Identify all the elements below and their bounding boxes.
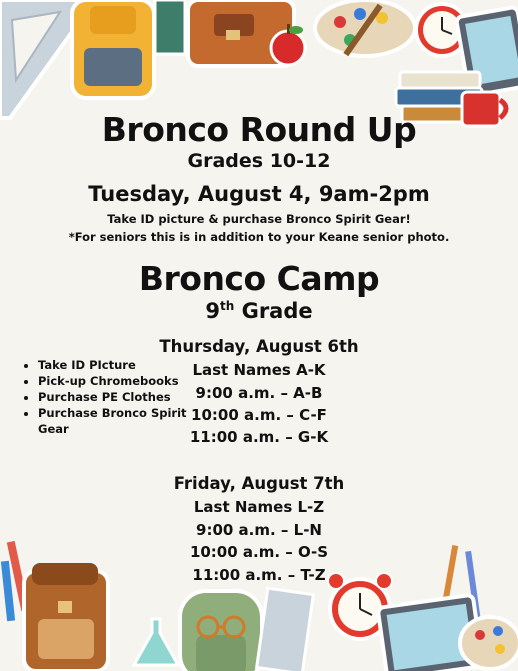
camp-grade-number: 9 bbox=[205, 299, 220, 323]
day1-last-names: Last Names A-K bbox=[192, 361, 326, 379]
day2-time-slot: 10:00 a.m. – O-S bbox=[189, 543, 329, 561]
roundup-note-1: Take ID picture & purchase Bronco Spirit Gear! bbox=[107, 212, 411, 226]
green-backpack-icon bbox=[180, 591, 262, 671]
camp-grade-word: Grade bbox=[241, 299, 313, 323]
day1-time-slot: 11:00 a.m. – G-K bbox=[189, 428, 329, 446]
camp-grade-suffix: th bbox=[219, 299, 235, 313]
paint-palette-icon bbox=[315, 0, 415, 56]
list-item: • Purchase PE Clothes bbox=[38, 389, 198, 405]
day2-last-names: Last Names L-Z bbox=[193, 498, 325, 516]
roundup-note-2: *For seniors this is in addition to your Keane senior photo. bbox=[68, 230, 450, 244]
backpack-icon bbox=[72, 0, 154, 98]
day1-time-slot: 9:00 a.m. – A-B bbox=[195, 384, 323, 402]
roundup-title: Bronco Round Up bbox=[101, 110, 417, 149]
list-item: • Take ID PIcture bbox=[38, 357, 198, 373]
day2-heading: Friday, August 7th bbox=[173, 474, 345, 493]
camp-task-list bbox=[22, 357, 198, 437]
day2-time-slot: 11:00 a.m. – T-Z bbox=[192, 566, 326, 584]
camp-title: Bronco Camp bbox=[138, 259, 380, 298]
roundup-date: Tuesday, August 4, 9am-2pm bbox=[88, 182, 430, 206]
day1-heading: Thursday, August 6th bbox=[159, 337, 359, 356]
list-item: • Pick-up Chromebooks bbox=[38, 373, 198, 389]
ruler-icon bbox=[257, 588, 314, 671]
roundup-grades: Grades 10-12 bbox=[187, 150, 331, 172]
day1-time-slot: 10:00 a.m. – C-F bbox=[191, 406, 327, 424]
palette-icon-bottom bbox=[460, 617, 518, 669]
books-icon bbox=[155, 0, 185, 54]
flask-icon bbox=[134, 619, 178, 665]
day2-time-slot: 9:00 a.m. – L-N bbox=[196, 521, 322, 539]
camp-grade bbox=[0, 299, 518, 323]
list-item: • Purchase Bronco Spirit Gear bbox=[38, 405, 198, 437]
